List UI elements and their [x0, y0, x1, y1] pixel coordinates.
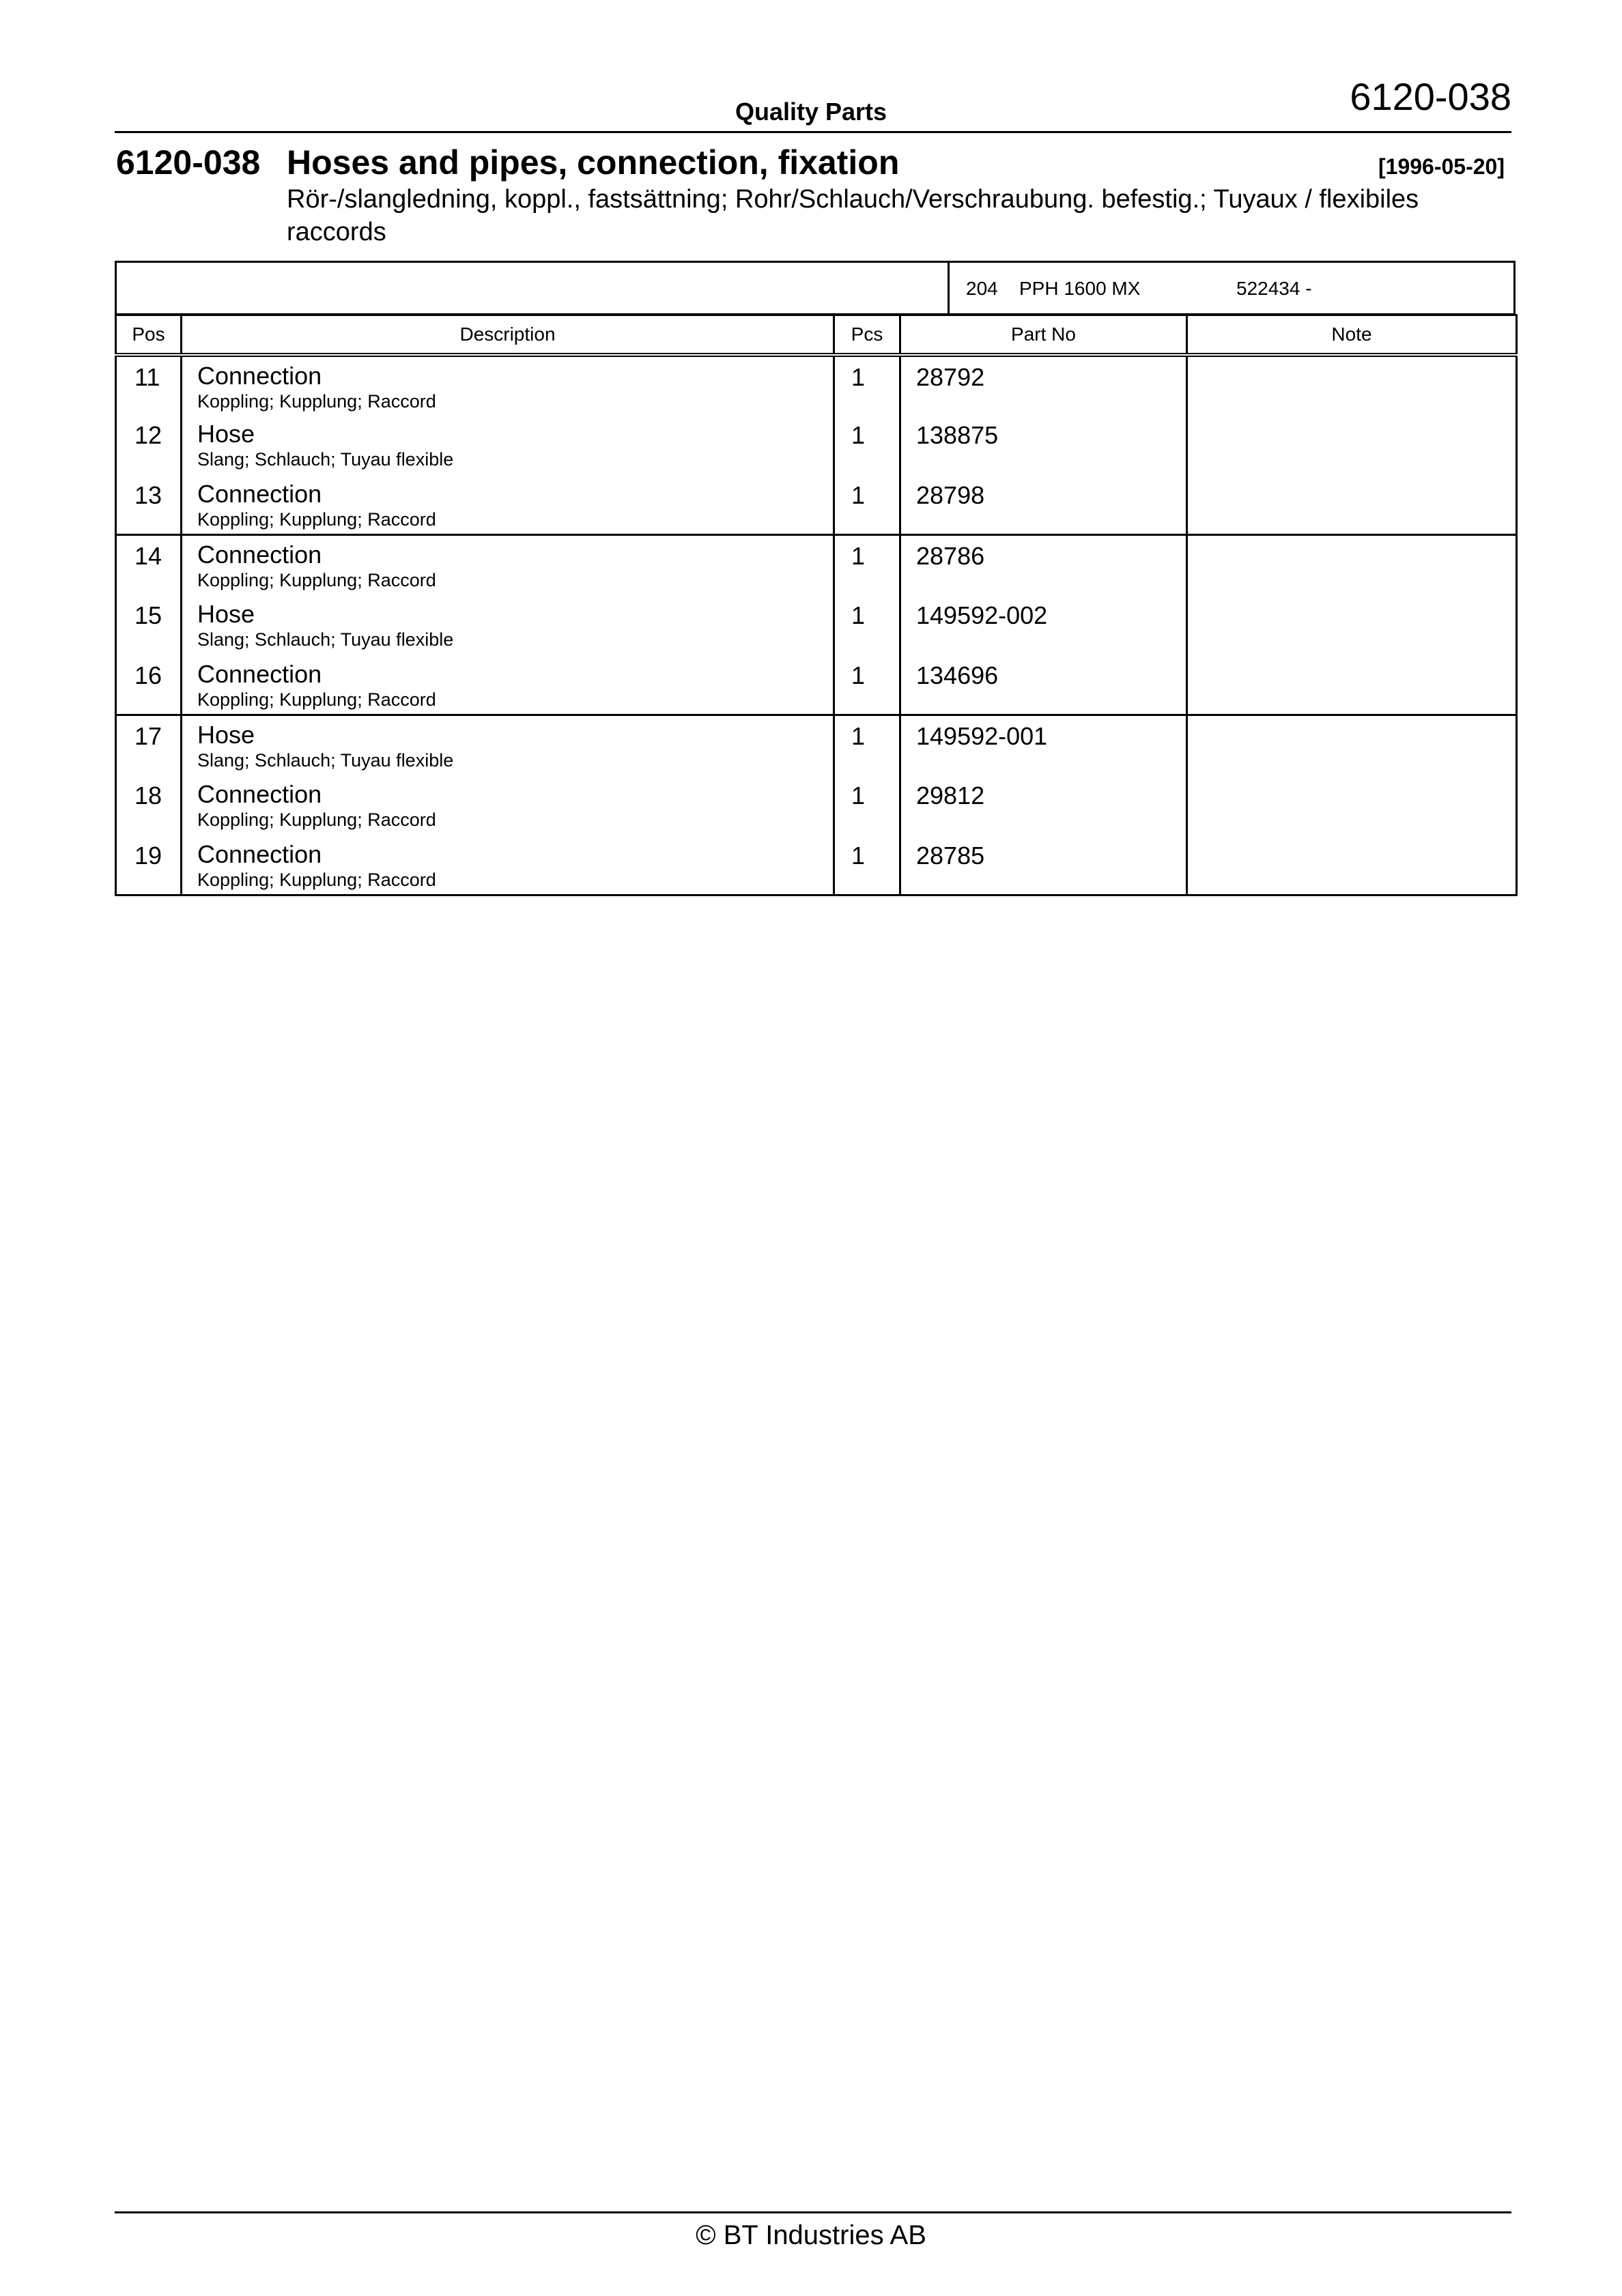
cell-note [1187, 475, 1517, 535]
cell-part-no: 28786 [900, 535, 1187, 595]
table-row [116, 655, 1517, 715]
table-row [116, 355, 1517, 415]
cell-description [182, 775, 834, 835]
model-code: 204 [966, 278, 998, 299]
cell-pos: 15 [134, 601, 162, 629]
description-translations: Koppling; Kupplung; Raccord [197, 508, 436, 530]
description-translations: Koppling; Kupplung; Raccord [197, 570, 436, 590]
header-rule [115, 131, 1511, 133]
cell-note [1187, 535, 1517, 595]
cell-pos: 19 [116, 835, 182, 895]
table-row [116, 835, 1517, 895]
cell-part-no: 28785 [900, 835, 1187, 895]
cell-part-no: 149592-002 [900, 595, 1187, 655]
table-row [116, 715, 1517, 775]
description-main: Connection [197, 479, 322, 508]
cell-pcs: 1 [834, 655, 900, 715]
description-translations: Koppling; Kupplung; Raccord [197, 869, 436, 890]
cell-pos: 17 [134, 722, 162, 750]
col-header-part-no: Part No [900, 315, 1187, 355]
cell-pcs: 1 [834, 355, 900, 415]
cell-part-no: 138875 [900, 415, 1187, 475]
col-header-description: Description [182, 315, 834, 355]
cell-part-no: 29812 [900, 775, 1187, 835]
table-row [116, 595, 1517, 655]
cell-pos: 12 [134, 420, 162, 449]
cell-part-no: 28792 [900, 355, 1187, 415]
section-title: Hoses and pipes, connection, fixation [287, 143, 900, 182]
cell-description [182, 475, 834, 535]
table-header-row [116, 315, 1517, 355]
cell-pcs: 1 [834, 415, 900, 475]
cell-description [182, 595, 834, 655]
cell-pcs: 1 [834, 715, 900, 775]
cell-pos: 16 [116, 655, 182, 715]
cell-description [182, 415, 834, 475]
table-body [116, 355, 1517, 895]
cell-pcs: 1 [834, 835, 900, 895]
cell-pos: 11 [134, 362, 160, 391]
description-main: Connection [197, 840, 322, 868]
cell-note [1187, 595, 1517, 655]
page-code: 6120-038 [1350, 75, 1511, 118]
header-title [0, 97, 1622, 127]
footer-rule [115, 2211, 1511, 2213]
cell-description [182, 355, 834, 415]
table-row [116, 415, 1517, 475]
cell-pos: 14 [134, 542, 162, 570]
table-row [116, 775, 1517, 835]
model-name: PPH 1600 MX [1019, 278, 1141, 299]
description-translations: Koppling; Kupplung; Raccord [197, 809, 436, 830]
description-main: Connection [197, 541, 322, 569]
description-translations: Slang; Schlauch; Tuyau flexible [197, 448, 454, 470]
description-translations: Koppling; Kupplung; Raccord [197, 689, 436, 710]
description-main: Hose [197, 721, 255, 749]
cell-pcs: 1 [834, 595, 900, 655]
cell-pcs: 1 [834, 475, 900, 535]
description-main: Hose [197, 419, 255, 448]
table-row [116, 535, 1517, 595]
description-main: Connection [197, 779, 322, 808]
cell-pcs: 1 [834, 535, 900, 595]
description-translations: Slang; Schlauch; Tuyau flexible [197, 750, 454, 771]
cell-note [1187, 775, 1517, 835]
cell-note [1187, 655, 1517, 715]
model-serial: 522434 - [1236, 278, 1312, 299]
cell-part-no: 149592-001 [900, 715, 1187, 775]
cell-pos: 13 [116, 475, 182, 535]
section-code: 6120-038 [116, 143, 261, 182]
description-translations: Slang; Schlauch; Tuyau flexible [197, 629, 454, 650]
table-row [116, 475, 1517, 535]
col-header-pcs: Pcs [834, 315, 900, 355]
header-title-text: Quality Parts [735, 98, 887, 126]
cell-part-no: 28798 [900, 475, 1187, 535]
cell-note [1187, 415, 1517, 475]
description-main: Hose [197, 599, 255, 628]
cell-note [1187, 715, 1517, 775]
cell-pcs: 1 [834, 775, 900, 835]
cell-note [1187, 835, 1517, 895]
col-header-note: Note [1187, 315, 1517, 355]
cell-note [1187, 355, 1517, 415]
model-info-box [115, 261, 1516, 315]
section-date: [1996-05-20] [1378, 154, 1505, 179]
col-header-pos: Pos [116, 315, 182, 355]
model-info-divider [948, 263, 950, 313]
cell-part-no: 134696 [900, 655, 1187, 715]
cell-pos: 18 [134, 781, 162, 809]
cell-description [182, 655, 834, 715]
section-subtitle: Rör-/slangledning, koppl., fastsättning; Rohr/Schlauch/Verschraubung. befestig.; Tuyaux / flexibiles raccords [287, 185, 1419, 246]
cell-description [182, 835, 834, 895]
cell-description [182, 715, 834, 775]
description-main: Connection [197, 659, 322, 688]
description-main: Connection [197, 361, 322, 390]
description-translations: Koppling; Kupplung; Raccord [197, 390, 436, 412]
cell-description [182, 535, 834, 595]
parts-table [115, 314, 1518, 896]
footer-copyright: © BT Industries AB [696, 2220, 926, 2250]
